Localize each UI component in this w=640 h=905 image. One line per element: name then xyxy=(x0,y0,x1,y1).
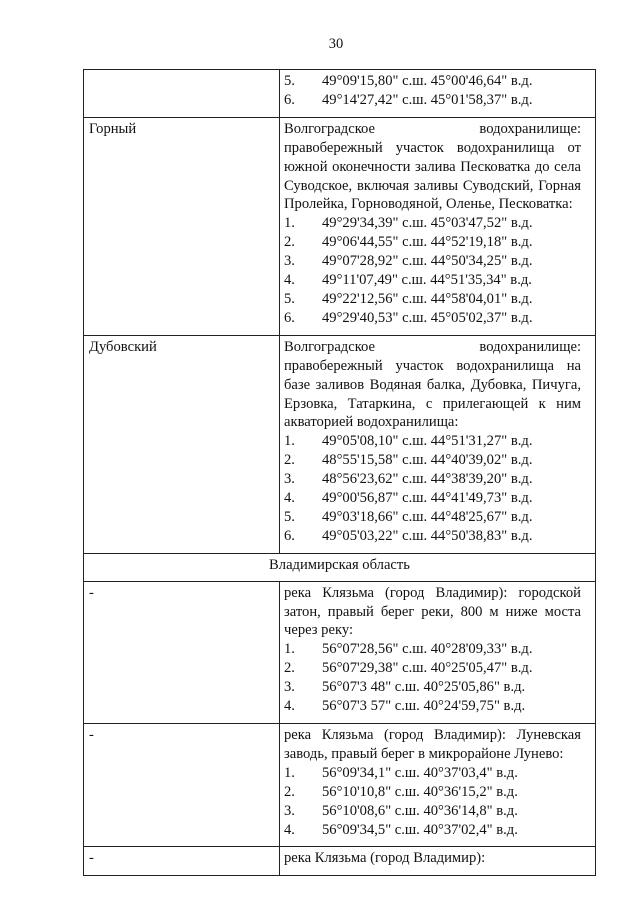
table-row xyxy=(84,335,596,553)
area-description-cell xyxy=(280,724,596,847)
coordinate-line xyxy=(284,470,581,489)
coordinate-line xyxy=(284,783,581,802)
coordinate-number: 4. xyxy=(284,272,295,289)
area-name: - xyxy=(89,850,94,867)
coordinate-number: 5. xyxy=(284,290,295,307)
coordinate-line xyxy=(284,764,581,783)
coordinate-value: 49°00'56,87" с.ш. 44°41'49,73" в.д. xyxy=(322,490,533,507)
area-name-cell xyxy=(84,117,280,335)
area-description-cell xyxy=(280,847,596,876)
coordinate-value: 49°03'18,66" с.ш. 44°48'25,67" в.д. xyxy=(322,508,533,525)
coordinate-line xyxy=(284,72,581,91)
fishing-areas-table xyxy=(83,69,596,876)
coordinate-value: 49°11'07,49" с.ш. 44°51'35,34" в.д. xyxy=(322,272,532,289)
coordinate-value: 49°29'40,53" с.ш. 45°05'02,37" в.д. xyxy=(322,309,533,326)
coordinate-number: 3. xyxy=(284,679,295,696)
coordinate-value: 56°10'08,6" с.ш. 40°36'14,8" в.д. xyxy=(322,802,518,819)
area-description: река Клязьма (город Владимир): Луневская заводь, правый берег в микрорайоне Лунево: xyxy=(284,727,581,762)
coordinate-line xyxy=(284,271,581,290)
coordinate-number: 1. xyxy=(284,764,295,781)
coordinate-value: 49°09'15,80" с.ш. 45°00'46,64" в.д. xyxy=(322,73,533,89)
page-number: 30 xyxy=(328,36,344,52)
area-name-cell xyxy=(84,847,280,876)
area-name-cell xyxy=(84,724,280,847)
coordinate-value: 49°05'08,10" с.ш. 44°51'31,27" в.д. xyxy=(322,433,533,450)
coordinate-number: 1. xyxy=(284,215,295,232)
coordinate-number: 4. xyxy=(284,490,295,507)
coordinate-line xyxy=(284,508,581,527)
table-row xyxy=(84,117,596,335)
area-name-cell xyxy=(84,70,280,118)
coordinate-number: 3. xyxy=(284,253,295,270)
area-description: река Клязьма (город Владимир): городской затон, правый берег реки, 800 м ниже моста через реку: xyxy=(284,584,581,639)
coordinate-value: 56°07'3 57" с.ш. 40°24'59,75" в.д. xyxy=(322,698,526,715)
region-header-row xyxy=(84,553,596,581)
area-name-cell xyxy=(84,335,280,553)
coordinate-number: 5. xyxy=(284,508,295,525)
coordinate-value: 56°07'3 48" с.ш. 40°25'05,86" в.д. xyxy=(322,679,526,696)
coordinate-number: 6. xyxy=(284,309,295,326)
region-title: Владимирская область xyxy=(84,553,596,581)
table-row xyxy=(84,70,596,118)
table-row xyxy=(84,581,596,723)
coordinate-value: 49°05'03,22" с.ш. 44°50'38,83" в.д. xyxy=(322,527,533,544)
area-description-cell xyxy=(280,117,596,335)
coordinate-line xyxy=(284,451,581,470)
coordinate-line xyxy=(284,821,581,840)
coordinate-line xyxy=(284,659,581,678)
coordinate-number: 1. xyxy=(284,641,295,658)
coordinate-number: 2. xyxy=(284,234,295,251)
coordinate-value: 48°55'15,58" с.ш. 44°40'39,02" в.д. xyxy=(322,452,533,469)
area-name: Дубовский xyxy=(89,338,157,355)
coordinate-line xyxy=(284,91,581,110)
table-row xyxy=(84,724,596,847)
coordinate-number: 6. xyxy=(284,527,295,544)
coordinate-number: 3. xyxy=(284,471,295,488)
coordinate-value: 49°06'44,55" с.ш. 44°52'19,18" в.д. xyxy=(322,234,533,251)
coordinate-number: 2. xyxy=(284,660,295,677)
coordinate-line xyxy=(284,252,581,271)
coordinate-number: 2. xyxy=(284,783,295,800)
coordinate-line xyxy=(284,678,581,697)
coordinate-number: 1. xyxy=(284,433,295,450)
coordinate-number: 2. xyxy=(284,452,295,469)
coordinate-number: 5. xyxy=(284,73,295,89)
coordinate-value: 49°22'12,56" с.ш. 44°58'04,01" в.д. xyxy=(322,290,533,307)
coordinate-line xyxy=(284,640,581,659)
area-description: Волгоградское водохранилище: правобережный участок водохранилища на базе заливов Водяная балка, Дубовка, Пичуга, Ерзовка, Татаркина, с прилегающей к ним акваторией водохранилища: xyxy=(284,338,581,431)
coordinate-value: 48°56'23,62" с.ш. 44°38'39,20" в.д. xyxy=(322,471,533,488)
coordinate-value: 49°29'34,39" с.ш. 45°03'47,52" в.д. xyxy=(322,215,533,232)
coordinate-line xyxy=(284,233,581,252)
coordinate-value: 56°09'34,1" с.ш. 40°37'03,4" в.д. xyxy=(322,764,518,781)
area-name-cell xyxy=(84,581,280,723)
coordinate-line xyxy=(284,290,581,309)
coordinate-line xyxy=(284,802,581,821)
area-description-cell xyxy=(280,581,596,723)
area-description-cell xyxy=(280,70,596,118)
coordinate-value: 56°07'28,56" с.ш. 40°28'09,33" в.д. xyxy=(322,641,533,658)
area-name: - xyxy=(89,727,94,743)
coordinate-value: 49°07'28,92" с.ш. 44°50'34,25" в.д. xyxy=(322,253,533,270)
coordinate-number: 4. xyxy=(284,698,295,715)
area-description-cell xyxy=(280,335,596,553)
coordinate-value: 49°14'27,42" с.ш. 45°01'58,37" в.д. xyxy=(322,91,533,108)
coordinate-value: 56°10'10,8" с.ш. 40°36'15,2" в.д. xyxy=(322,783,518,800)
area-description: река Клязьма (город Владимир): xyxy=(284,850,486,867)
area-name: Горный xyxy=(89,120,137,137)
area-name: - xyxy=(89,584,94,601)
coordinate-line xyxy=(284,309,581,328)
table-row xyxy=(84,847,596,876)
coordinate-line xyxy=(284,432,581,451)
coordinate-number: 6. xyxy=(284,91,295,108)
coordinate-line xyxy=(284,697,581,716)
coordinate-value: 56°09'34,5" с.ш. 40°37'02,4" в.д. xyxy=(322,821,518,838)
coordinate-number: 3. xyxy=(284,802,295,819)
coordinate-line xyxy=(284,527,581,546)
area-description: Волгоградское водохранилище: правобережный участок водохранилища от южной оконечности залива Песковатка до села Суводское, включая заливы Суводский, Горная Пролейка, Горноводяной, Оленье, Песковатка: xyxy=(284,120,581,213)
coordinate-line xyxy=(284,489,581,508)
coordinate-value: 56°07'29,38" с.ш. 40°25'05,47" в.д. xyxy=(322,660,533,677)
coordinate-number: 4. xyxy=(284,821,295,838)
coordinate-line xyxy=(284,214,581,233)
